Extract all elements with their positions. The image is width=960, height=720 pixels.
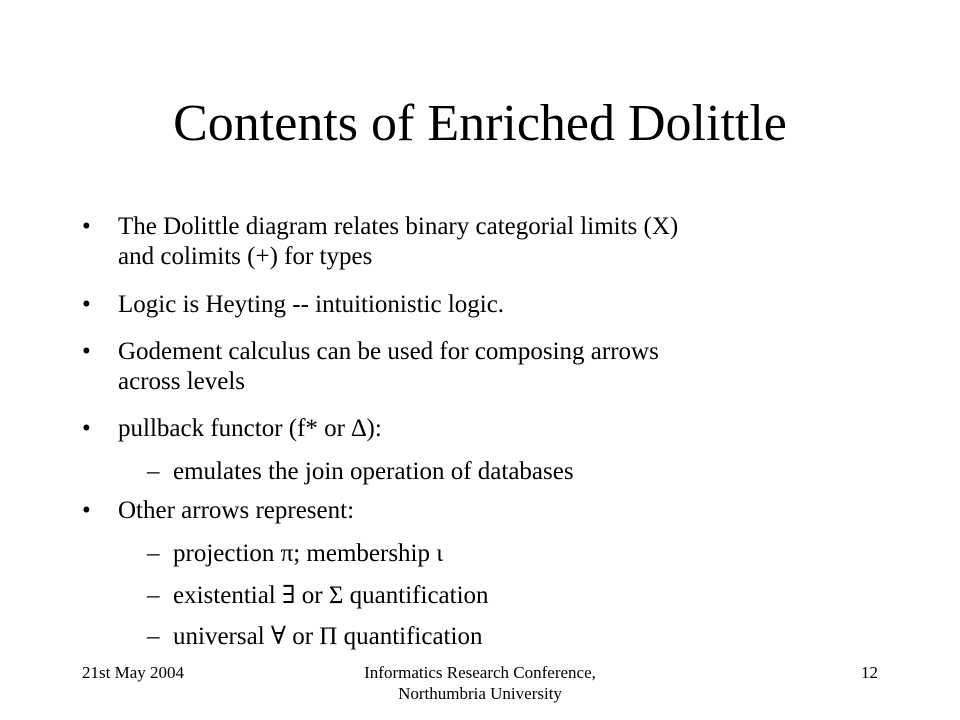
- dash-marker: –: [147, 540, 160, 567]
- bullet-marker: •: [82, 291, 91, 318]
- sub-bullet-text: existential ∃ or Σ quantification: [173, 582, 489, 609]
- bullet-marker: •: [82, 338, 91, 365]
- bullet-text-line: and colimits (+) for types: [118, 243, 373, 270]
- bullet-text-line: The Dolittle diagram relates binary categorial limits (X): [118, 213, 679, 240]
- dash-marker: –: [147, 582, 160, 609]
- bullet-text: pullback functor (f* or ∆):: [118, 415, 382, 442]
- bullet-marker: •: [82, 213, 91, 240]
- bullet-text: [118, 337, 858, 397]
- sub-bullet-text: universal ∀ or Π quantification: [173, 623, 483, 650]
- bullet-text-line: Godement calculus can be used for composing arrows: [118, 338, 659, 365]
- bullet-text: Other arrows represent:: [118, 497, 355, 524]
- bullet-text-line: across levels: [118, 368, 246, 395]
- bullet-text: Logic is Heyting -- intuitionistic logic.: [118, 291, 505, 318]
- sub-bullet-text: projection π; membership ι: [173, 540, 443, 567]
- footer-conference: [300, 662, 660, 704]
- bullet-marker: •: [82, 415, 91, 442]
- dash-marker: –: [147, 458, 160, 485]
- footer-conference-line: Northumbria University: [398, 684, 562, 703]
- dash-marker: –: [147, 623, 160, 650]
- footer-conference-line: Informatics Research Conference,: [364, 663, 596, 682]
- bullet-marker: •: [82, 497, 91, 524]
- slide-title: Contents of Enriched Dolittle: [173, 95, 787, 152]
- sub-bullet-text: emulates the join operation of databases: [173, 458, 574, 485]
- page-number: 12: [861, 663, 878, 682]
- footer-date: 21st May 2004: [82, 663, 184, 682]
- bullet-text: [118, 212, 858, 272]
